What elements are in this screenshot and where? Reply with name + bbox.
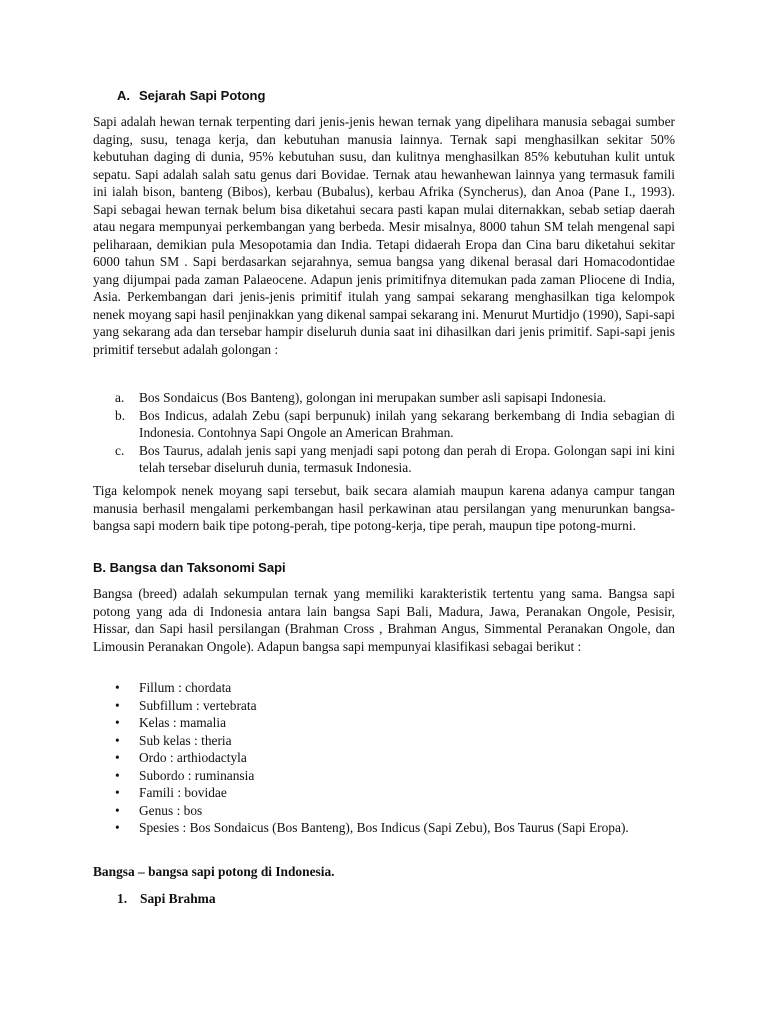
list-item	[93, 732, 675, 750]
bullet-icon: •	[115, 750, 120, 765]
bullet-icon: •	[115, 732, 120, 748]
list-item-text: Kelas : mamalia	[139, 715, 227, 730]
list-item-text: Bos Sondaicus (Bos Banteng), golongan ini merupakan sumber asli sapisapi Indonesia.	[139, 390, 607, 405]
taxonomy-list	[93, 679, 675, 837]
list-item-text: Genus : bos	[139, 802, 203, 818]
bullet-icon: •	[115, 697, 120, 713]
section-c-heading: Bangsa – bangsa sapi potong di Indonesia.	[93, 864, 335, 879]
list-item	[93, 714, 675, 732]
list-marker: a.	[115, 390, 125, 405]
list-item	[93, 749, 675, 767]
list-item-text: Bos Indicus, adalah Zebu (sapi berpunuk) inilah yang sekarang berkembang di India sebagian di Indonesia. Contohnya Sapi Ongole an American Brahman.	[139, 407, 675, 440]
bullet-icon: •	[115, 680, 120, 695]
section-a-title: Sejarah Sapi Potong	[139, 88, 266, 103]
list-item	[93, 697, 675, 715]
bullet-icon: •	[115, 785, 120, 800]
list-item-text: Fillum : chordata	[139, 680, 232, 695]
list-item	[93, 802, 675, 820]
list-item-text: Ordo : arthiodactyla	[139, 750, 247, 765]
list-item-text: Spesies : Bos Sondaicus (Bos Banteng), Bos Indicus (Sapi Zebu), Bos Taurus (Sapi Eropa).	[139, 820, 629, 835]
list-marker: c.	[115, 442, 125, 458]
section-d-heading	[117, 890, 216, 908]
paragraph-history: Sapi adalah hewan ternak terpenting dari jenis-jenis hewan ternak yang dipelihara manusia sebagai sumber daging, susu, tenaga kerja, dan kebutuhan manusia lainnya. Ternak sapi menghasilkan sekitar 50% kebutuhan daging di dunia, 95% kebutuhan susu, dan kulitnya menghasilkan 85% kebutuhan kulit untuk sepatu. Sapi adalah salah satu genus dari Bovidae. Ternak atau hewanhewan lainnya yang termasuk famili ini ialah bison, banteng (Bibos), kerbau (Bubalus), kerbau Afrika (Syncherus), dan Anoa (Pane I., 1993). Sapi sebagai hewan ternak belum bisa diketahui secara pasti kapan mulai diternakkan, sebab setiap daerah atau negara mempunyai perkembangan yang berbeda. Mesir misalnya, 8000 tahun SM telah mengenal sapi peliharaan, demikian pula Mesopotamia dan India. Tetapi didaerah Eropa dan Cina baru diketahui sekitar 6000 tahun SM . Sapi berdasarkan sejarahnya, semua bangsa yang dikenal berasal dari Homacodontidae yang dijumpai pada zaman Palaeocene. Adapun jenis primitifnya ditemukan pada zaman Pliocene di India, Asia. Perkembangan dari jenis-jenis primitif itulah yang sampai sekarang menghasilkan tiga kelompok nenek moyang sapi hasil penjinakkan yang dikenal sampai sekarang ini. Menurut Murtidjo (1990), Sapi-sapi yang sekarang ada dan tersebar hampir diseluruh dunia saat ini dihasilkan dari jenis primitif. Sapi-sapi jenis primitif tersebut adalah golongan :	[93, 114, 675, 357]
list-item-text: Famili : bovidae	[139, 785, 227, 800]
section-d-title: Sapi Brahma	[140, 891, 216, 906]
bullet-icon: •	[115, 767, 120, 783]
list-item-text: Subordo : ruminansia	[139, 767, 255, 783]
list-item	[93, 819, 675, 837]
primitive-groups-list	[93, 389, 675, 477]
list-item	[93, 389, 675, 407]
list-item	[93, 784, 675, 802]
section-d-number: 1.	[117, 891, 128, 906]
bullet-icon: •	[115, 820, 120, 835]
list-marker: b.	[115, 407, 126, 423]
bullet-icon: •	[115, 715, 120, 730]
paragraph-breeds: Bangsa (breed) adalah sekumpulan ternak yang memiliki karakteristik tertentu yang sama. Bangsa sapi potong yang ada di Indonesia antara lain bangsa Sapi Bali, Madura, Jawa, Peranakan Ongole, Pesisir, Hissar, dan Sapi hasil persilangan (Brahman Cross , Brahman Angus, Simmental Peranakan Ongole, dan Limousin Peranakan Ongole). Adapun bangsa sapi mempunyai klasifikasi sebagai berikut :	[93, 586, 675, 654]
section-a-label: A.	[117, 88, 130, 103]
paragraph-ancestors: Tiga kelompok nenek moyang sapi tersebut, baik secara alamiah maupun karena adanya campur tangan manusia berhasil mengalami perkembangan hasil perkawinan atau persilangan yang menurunkan bangsa-bangsa sapi modern baik tipe potong-perah, tipe potong-kerja, tipe perah, maupun tipe potong-murni.	[93, 483, 675, 533]
section-b-heading: B. Bangsa dan Taksonomi Sapi	[93, 560, 286, 575]
list-item-text: Bos Taurus, adalah jenis sapi yang menjadi sapi potong dan perah di Eropa. Golongan sapi ini kini telah tersebar diseluruh dunia, termasuk Indonesia.	[139, 442, 675, 475]
list-item	[93, 679, 675, 697]
section-a-heading	[117, 87, 265, 105]
list-item	[93, 767, 675, 785]
list-item	[93, 442, 675, 477]
list-item-text: Subfillum : vertebrata	[139, 697, 257, 713]
list-item-text: Sub kelas : theria	[139, 732, 232, 748]
list-item	[93, 407, 675, 442]
bullet-icon: •	[115, 802, 120, 818]
